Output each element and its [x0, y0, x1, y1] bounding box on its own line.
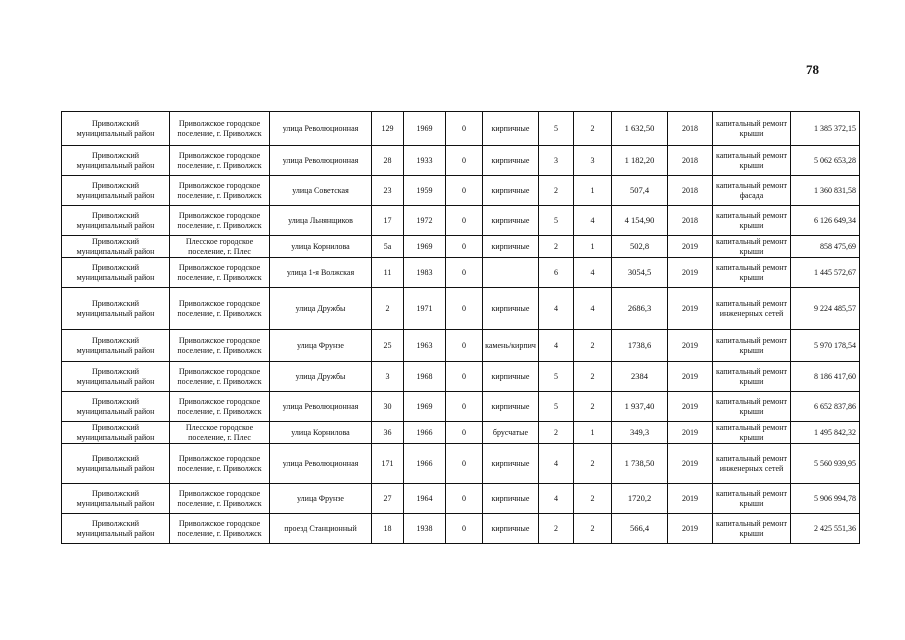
- cost-cell: 1 445 572,67: [791, 258, 860, 288]
- table-row: [62, 422, 860, 444]
- house-number-cell: 171: [372, 444, 404, 484]
- table-row: [62, 330, 860, 362]
- wall-material-cell: кирпичные: [483, 484, 539, 514]
- table-row: [62, 112, 860, 146]
- district-cell: Приволжский муниципальный район: [62, 392, 170, 422]
- settlement-cell: Плесское городское поселение, г. Плес: [170, 236, 270, 258]
- table-row: [62, 146, 860, 176]
- total-area-cell: 1 182,20: [612, 146, 668, 176]
- table-row: [62, 484, 860, 514]
- house-number-cell: 23: [372, 176, 404, 206]
- plan-year-cell: 2019: [668, 392, 713, 422]
- street-cell: улица Льнянщиков: [270, 206, 372, 236]
- district-cell: Приволжский муниципальный район: [62, 514, 170, 544]
- street-cell: улица Фрунзе: [270, 484, 372, 514]
- build-year-cell: 1933: [404, 146, 446, 176]
- cost-cell: 9 224 485,57: [791, 288, 860, 330]
- total-area-cell: 4 154,90: [612, 206, 668, 236]
- cost-cell: 6 126 649,34: [791, 206, 860, 236]
- plan-year-cell: 2019: [668, 362, 713, 392]
- wall-material-cell: кирпичные: [483, 236, 539, 258]
- street-cell: проезд Станционный: [270, 514, 372, 544]
- floors-cell: 4: [539, 330, 574, 362]
- work-type-cell: капитальный ремонт крыши: [713, 392, 791, 422]
- wall-material-cell: [483, 258, 539, 288]
- total-area-cell: 1 937,40: [612, 392, 668, 422]
- cost-cell: 5 062 653,28: [791, 146, 860, 176]
- work-type-cell: капитальный ремонт крыши: [713, 422, 791, 444]
- cost-cell: 8 186 417,60: [791, 362, 860, 392]
- house-number-cell: 27: [372, 484, 404, 514]
- wall-material-cell: кирпичные: [483, 112, 539, 146]
- house-number-cell: 2: [372, 288, 404, 330]
- cost-cell: 1 360 831,58: [791, 176, 860, 206]
- plan-year-cell: 2019: [668, 422, 713, 444]
- floors-cell: 2: [539, 236, 574, 258]
- settlement-cell: Приволжское городское поселение, г. Приволжск: [170, 514, 270, 544]
- street-cell: улица Революционная: [270, 112, 372, 146]
- plan-year-cell: 2019: [668, 484, 713, 514]
- total-area-cell: 1738,6: [612, 330, 668, 362]
- build-year-cell: 1938: [404, 514, 446, 544]
- column-6-cell: 0: [446, 258, 483, 288]
- district-cell: Приволжский муниципальный район: [62, 146, 170, 176]
- house-number-cell: 129: [372, 112, 404, 146]
- table-row: [62, 236, 860, 258]
- house-number-cell: 5а: [372, 236, 404, 258]
- house-number-cell: 18: [372, 514, 404, 544]
- build-year-cell: 1966: [404, 444, 446, 484]
- floors-cell: 5: [539, 206, 574, 236]
- plan-year-cell: 2019: [668, 514, 713, 544]
- entrances-cell: 2: [574, 112, 612, 146]
- table-row: [62, 258, 860, 288]
- street-cell: улица Революционная: [270, 444, 372, 484]
- district-cell: Приволжский муниципальный район: [62, 206, 170, 236]
- build-year-cell: 1971: [404, 288, 446, 330]
- column-6-cell: 0: [446, 362, 483, 392]
- entrances-cell: 4: [574, 288, 612, 330]
- cost-cell: 1 495 842,32: [791, 422, 860, 444]
- street-cell: улица Корнилова: [270, 422, 372, 444]
- build-year-cell: 1969: [404, 392, 446, 422]
- total-area-cell: 2384: [612, 362, 668, 392]
- column-6-cell: 0: [446, 288, 483, 330]
- total-area-cell: 2686,3: [612, 288, 668, 330]
- settlement-cell: Приволжское городское поселение, г. Приволжск: [170, 176, 270, 206]
- house-number-cell: 3: [372, 362, 404, 392]
- plan-year-cell: 2019: [668, 258, 713, 288]
- entrances-cell: 3: [574, 146, 612, 176]
- floors-cell: 2: [539, 422, 574, 444]
- entrances-cell: 4: [574, 258, 612, 288]
- district-cell: Приволжский муниципальный район: [62, 422, 170, 444]
- work-type-cell: капитальный ремонт крыши: [713, 514, 791, 544]
- plan-year-cell: 2019: [668, 330, 713, 362]
- cost-cell: 5 906 994,78: [791, 484, 860, 514]
- work-type-cell: капитальный ремонт крыши: [713, 146, 791, 176]
- wall-material-cell: брусчатые: [483, 422, 539, 444]
- column-6-cell: 0: [446, 330, 483, 362]
- settlement-cell: Приволжское городское поселение, г. Приволжск: [170, 258, 270, 288]
- settlement-cell: Приволжское городское поселение, г. Приволжск: [170, 392, 270, 422]
- street-cell: улица Корнилова: [270, 236, 372, 258]
- house-number-cell: 17: [372, 206, 404, 236]
- house-number-cell: 30: [372, 392, 404, 422]
- street-cell: улица Фрунзе: [270, 330, 372, 362]
- work-type-cell: капитальный ремонт крыши: [713, 484, 791, 514]
- plan-year-cell: 2018: [668, 206, 713, 236]
- column-6-cell: 0: [446, 206, 483, 236]
- wall-material-cell: кирпичные: [483, 362, 539, 392]
- cost-cell: 2 425 551,36: [791, 514, 860, 544]
- entrances-cell: 1: [574, 236, 612, 258]
- work-type-cell: капитальный ремонт инженерных сетей: [713, 444, 791, 484]
- total-area-cell: 1 738,50: [612, 444, 668, 484]
- cost-cell: 5 970 178,54: [791, 330, 860, 362]
- table-row: [62, 514, 860, 544]
- work-type-cell: капитальный ремонт крыши: [713, 112, 791, 146]
- plan-year-cell: 2019: [668, 236, 713, 258]
- total-area-cell: 507,4: [612, 176, 668, 206]
- work-type-cell: капитальный ремонт крыши: [713, 362, 791, 392]
- district-cell: Приволжский муниципальный район: [62, 236, 170, 258]
- total-area-cell: 3054,5: [612, 258, 668, 288]
- floors-cell: 2: [539, 514, 574, 544]
- entrances-cell: 4: [574, 206, 612, 236]
- district-cell: Приволжский муниципальный район: [62, 258, 170, 288]
- wall-material-cell: кирпичные: [483, 444, 539, 484]
- table-row: [62, 444, 860, 484]
- total-area-cell: 502,8: [612, 236, 668, 258]
- column-6-cell: 0: [446, 444, 483, 484]
- floors-cell: 4: [539, 288, 574, 330]
- street-cell: улица Революционная: [270, 146, 372, 176]
- table-row: [62, 392, 860, 422]
- plan-year-cell: 2019: [668, 288, 713, 330]
- entrances-cell: 2: [574, 362, 612, 392]
- district-cell: Приволжский муниципальный район: [62, 444, 170, 484]
- entrances-cell: 1: [574, 176, 612, 206]
- page-number: 78: [806, 62, 819, 77]
- build-year-cell: 1972: [404, 206, 446, 236]
- settlement-cell: Приволжское городское поселение, г. Приволжск: [170, 362, 270, 392]
- settlement-cell: Приволжское городское поселение, г. Приволжск: [170, 146, 270, 176]
- work-type-cell: капитальный ремонт крыши: [713, 206, 791, 236]
- build-year-cell: 1968: [404, 362, 446, 392]
- build-year-cell: 1969: [404, 236, 446, 258]
- build-year-cell: 1969: [404, 112, 446, 146]
- floors-cell: 4: [539, 444, 574, 484]
- settlement-cell: Приволжское городское поселение, г. Приволжск: [170, 330, 270, 362]
- work-type-cell: капитальный ремонт фасада: [713, 176, 791, 206]
- settlement-cell: Приволжское городское поселение, г. Приволжск: [170, 444, 270, 484]
- entrances-cell: 2: [574, 330, 612, 362]
- cost-cell: 858 475,69: [791, 236, 860, 258]
- column-6-cell: 0: [446, 236, 483, 258]
- column-6-cell: 0: [446, 422, 483, 444]
- plan-year-cell: 2019: [668, 444, 713, 484]
- floors-cell: 5: [539, 392, 574, 422]
- build-year-cell: 1983: [404, 258, 446, 288]
- work-type-cell: капитальный ремонт инженерных сетей: [713, 288, 791, 330]
- entrances-cell: 2: [574, 392, 612, 422]
- settlement-cell: Плесское городское поселение, г. Плес: [170, 422, 270, 444]
- cost-cell: 5 560 939,95: [791, 444, 860, 484]
- street-cell: улица Дружбы: [270, 362, 372, 392]
- settlement-cell: Приволжское городское поселение, г. Приволжск: [170, 206, 270, 236]
- build-year-cell: 1963: [404, 330, 446, 362]
- table-row: [62, 362, 860, 392]
- column-6-cell: 0: [446, 112, 483, 146]
- plan-year-cell: 2018: [668, 176, 713, 206]
- table-row: [62, 288, 860, 330]
- column-6-cell: 0: [446, 392, 483, 422]
- floors-cell: 5: [539, 112, 574, 146]
- wall-material-cell: кирпичные: [483, 176, 539, 206]
- work-type-cell: капитальный ремонт крыши: [713, 330, 791, 362]
- house-number-cell: 28: [372, 146, 404, 176]
- street-cell: улица Революционная: [270, 392, 372, 422]
- work-type-cell: капитальный ремонт крыши: [713, 258, 791, 288]
- table-row: [62, 206, 860, 236]
- cost-cell: 1 385 372,15: [791, 112, 860, 146]
- work-type-cell: капитальный ремонт крыши: [713, 236, 791, 258]
- plan-year-cell: 2018: [668, 146, 713, 176]
- district-cell: Приволжский муниципальный район: [62, 288, 170, 330]
- wall-material-cell: камень/кирпич: [483, 330, 539, 362]
- build-year-cell: 1966: [404, 422, 446, 444]
- district-cell: Приволжский муниципальный район: [62, 112, 170, 146]
- street-cell: улица 1-я Волжская: [270, 258, 372, 288]
- total-area-cell: 1 632,50: [612, 112, 668, 146]
- column-6-cell: 0: [446, 514, 483, 544]
- total-area-cell: 1720,2: [612, 484, 668, 514]
- table-row: [62, 176, 860, 206]
- floors-cell: 6: [539, 258, 574, 288]
- district-cell: Приволжский муниципальный район: [62, 362, 170, 392]
- wall-material-cell: кирпичные: [483, 514, 539, 544]
- entrances-cell: 2: [574, 514, 612, 544]
- street-cell: улица Дружбы: [270, 288, 372, 330]
- district-cell: Приволжский муниципальный район: [62, 484, 170, 514]
- total-area-cell: 566,4: [612, 514, 668, 544]
- floors-cell: 2: [539, 176, 574, 206]
- floors-cell: 4: [539, 484, 574, 514]
- table-body: [62, 112, 860, 544]
- floors-cell: 3: [539, 146, 574, 176]
- wall-material-cell: кирпичные: [483, 206, 539, 236]
- total-area-cell: 349,3: [612, 422, 668, 444]
- house-number-cell: 36: [372, 422, 404, 444]
- column-6-cell: 0: [446, 146, 483, 176]
- build-year-cell: 1964: [404, 484, 446, 514]
- column-6-cell: 0: [446, 484, 483, 514]
- wall-material-cell: кирпичные: [483, 146, 539, 176]
- cost-cell: 6 652 837,86: [791, 392, 860, 422]
- street-cell: улица Советская: [270, 176, 372, 206]
- entrances-cell: 2: [574, 484, 612, 514]
- floors-cell: 5: [539, 362, 574, 392]
- build-year-cell: 1959: [404, 176, 446, 206]
- entrances-cell: 1: [574, 422, 612, 444]
- housing-repair-table: [61, 111, 860, 544]
- house-number-cell: 11: [372, 258, 404, 288]
- district-cell: Приволжский муниципальный район: [62, 330, 170, 362]
- settlement-cell: Приволжское городское поселение, г. Приволжск: [170, 288, 270, 330]
- district-cell: Приволжский муниципальный район: [62, 176, 170, 206]
- plan-year-cell: 2018: [668, 112, 713, 146]
- column-6-cell: 0: [446, 176, 483, 206]
- entrances-cell: 2: [574, 444, 612, 484]
- house-number-cell: 25: [372, 330, 404, 362]
- settlement-cell: Приволжское городское поселение, г. Приволжск: [170, 484, 270, 514]
- wall-material-cell: кирпичные: [483, 288, 539, 330]
- wall-material-cell: кирпичные: [483, 392, 539, 422]
- settlement-cell: Приволжское городское поселение, г. Приволжск: [170, 112, 270, 146]
